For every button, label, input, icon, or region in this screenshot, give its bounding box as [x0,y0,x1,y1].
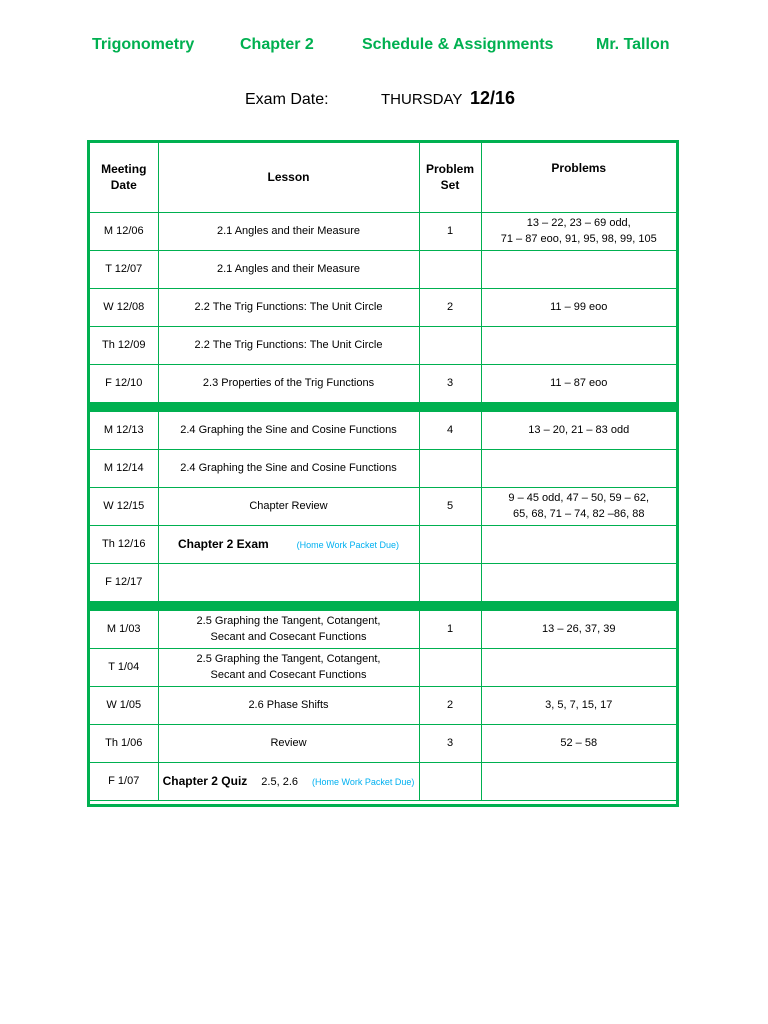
table-row [90,288,676,326]
lesson-cell [158,212,419,250]
meeting-date-cell: W 12/08 [90,288,158,326]
meeting-date-cell: M 1/03 [90,610,158,648]
lesson-cell [158,610,419,648]
exam-date-line [0,88,768,112]
problems-cell [481,686,676,724]
problem-set-cell: 3 [419,724,481,762]
meeting-date-cell: F 12/10 [90,364,158,402]
table-row [90,724,676,762]
problem-set-cell: 1 [419,610,481,648]
problem-set-cell: 5 [419,487,481,525]
problems-text: 3, 5, 7, 15, 17 [545,699,613,711]
problems-cell [481,762,676,800]
lesson-text: Review [270,737,307,749]
table-row [90,610,676,648]
lesson-text: 2.2 The Trig Functions: The Unit Circle [194,301,383,313]
problems-text: 52 – 58 [560,737,598,749]
column-header: Problem Set [419,143,481,212]
lesson-text: Secant and Cosecant Functions [210,669,367,681]
lesson-text: 2.4 Graphing the Sine and Cosine Functions [180,424,397,436]
homework-note: (Home Work Packet Due) [312,776,415,787]
lesson-cell [158,525,419,563]
lesson-text: Secant and Cosecant Functions [210,631,367,643]
schedule-table [87,140,679,807]
lesson-text: 2.3 Properties of the Trig Functions [202,377,375,389]
table-row [90,686,676,724]
problems-cell [481,487,676,525]
problem-set-cell [419,648,481,686]
meeting-date-cell: Th 1/06 [90,724,158,762]
problems-text: 11 – 99 eoo [550,301,608,313]
problems-text: 13 – 20, 21 – 83 odd [528,424,630,436]
table-row [90,563,676,601]
problem-set-cell [419,449,481,487]
meeting-date-cell: T 1/04 [90,648,158,686]
exam-day: THURSDAY [381,91,463,108]
table-row [90,449,676,487]
lesson-cell [158,364,419,402]
table-row [90,487,676,525]
section-divider [90,402,676,411]
lesson-cell [158,487,419,525]
lesson-text: Chapter Review [249,500,328,512]
meeting-date-cell: W 1/05 [90,686,158,724]
problems-cell [481,326,676,364]
table-header-row [90,143,676,212]
meeting-date-cell: T 12/07 [90,250,158,288]
lesson-bold-text: Chapter 2 Quiz [162,773,248,788]
meeting-date-cell: F 12/17 [90,563,158,601]
page-header [0,36,768,58]
meeting-date-cell: F 1/07 [90,762,158,800]
lesson-text: 2.5, 2.6 [261,775,298,788]
teacher-name: Mr. Tallon [596,36,670,53]
column-header: Problems [481,143,676,212]
table-row [90,525,676,563]
section-divider-bar [90,402,676,411]
column-header: Meeting Date [90,143,158,212]
lesson-cell [158,411,419,449]
section-divider-bar [90,601,676,610]
schedule-title: Schedule & Assignments [362,36,554,53]
lesson-cell [158,563,419,601]
problems-text: 13 – 26, 37, 39 [542,623,616,635]
lesson-cell [158,288,419,326]
problems-cell [481,724,676,762]
problem-set-cell: 2 [419,686,481,724]
homework-note: (Home Work Packet Due) [296,539,400,550]
table-row [90,212,676,250]
problem-set-cell: 1 [419,212,481,250]
table-row [90,364,676,402]
problems-cell [481,525,676,563]
lesson-cell [158,648,419,686]
exam-date-label: Exam Date: [245,91,329,108]
problem-set-cell [419,762,481,800]
table-row [90,762,676,800]
lesson-text: 2.1 Angles and their Measure [216,263,361,275]
problems-cell [481,411,676,449]
lesson-cell [158,762,419,800]
lesson-cell [158,724,419,762]
problems-cell [481,449,676,487]
problem-set-cell: 2 [419,288,481,326]
column-header: Lesson [158,143,419,212]
lesson-text: 2.1 Angles and their Measure [216,225,361,237]
lesson-text: 2.4 Graphing the Sine and Cosine Functions [180,462,397,474]
problem-set-cell [419,326,481,364]
problems-text: 71 – 87 eoo, 91, 95, 98, 99, 105 [500,233,657,245]
lesson-cell [158,250,419,288]
problem-set-cell: 4 [419,411,481,449]
subject-title: Trigonometry [92,36,195,53]
problems-cell [481,364,676,402]
problems-cell [481,212,676,250]
section-divider [90,601,676,610]
table-row [90,326,676,364]
problems-text: 9 – 45 odd, 47 – 50, 59 – 62, [508,492,650,504]
table-row [90,648,676,686]
lesson-text: 2.6 Phase Shifts [248,699,329,711]
lesson-cell [158,686,419,724]
problems-cell [481,648,676,686]
problems-text: 65, 68, 71 – 74, 82 –86, 88 [512,508,645,520]
problem-set-cell [419,525,481,563]
chapter-title: Chapter 2 [240,36,314,53]
problems-cell [481,250,676,288]
problems-text: 11 – 87 eoo [550,377,608,389]
problem-set-cell: 3 [419,364,481,402]
lesson-cell [158,449,419,487]
exam-date: 12/16 [470,88,516,108]
meeting-date-cell: M 12/14 [90,449,158,487]
problems-cell [481,563,676,601]
table-row [90,411,676,449]
meeting-date-cell: Th 12/09 [90,326,158,364]
table-row [90,250,676,288]
problems-cell [481,610,676,648]
problems-cell [481,288,676,326]
problem-set-cell [419,563,481,601]
problems-text: 13 – 22, 23 – 69 odd, [526,217,631,229]
meeting-date-cell: Th 12/16 [90,525,158,563]
meeting-date-cell: W 12/15 [90,487,158,525]
lesson-cell [158,326,419,364]
lesson-text: 2.5 Graphing the Tangent, Cotangent, [196,615,381,627]
meeting-date-cell: M 12/13 [90,411,158,449]
lesson-bold-text: Chapter 2 Exam [177,536,269,551]
lesson-text: 2.2 The Trig Functions: The Unit Circle [194,339,383,351]
problem-set-cell [419,250,481,288]
meeting-date-cell: M 12/06 [90,212,158,250]
lesson-text: 2.5 Graphing the Tangent, Cotangent, [196,653,381,665]
